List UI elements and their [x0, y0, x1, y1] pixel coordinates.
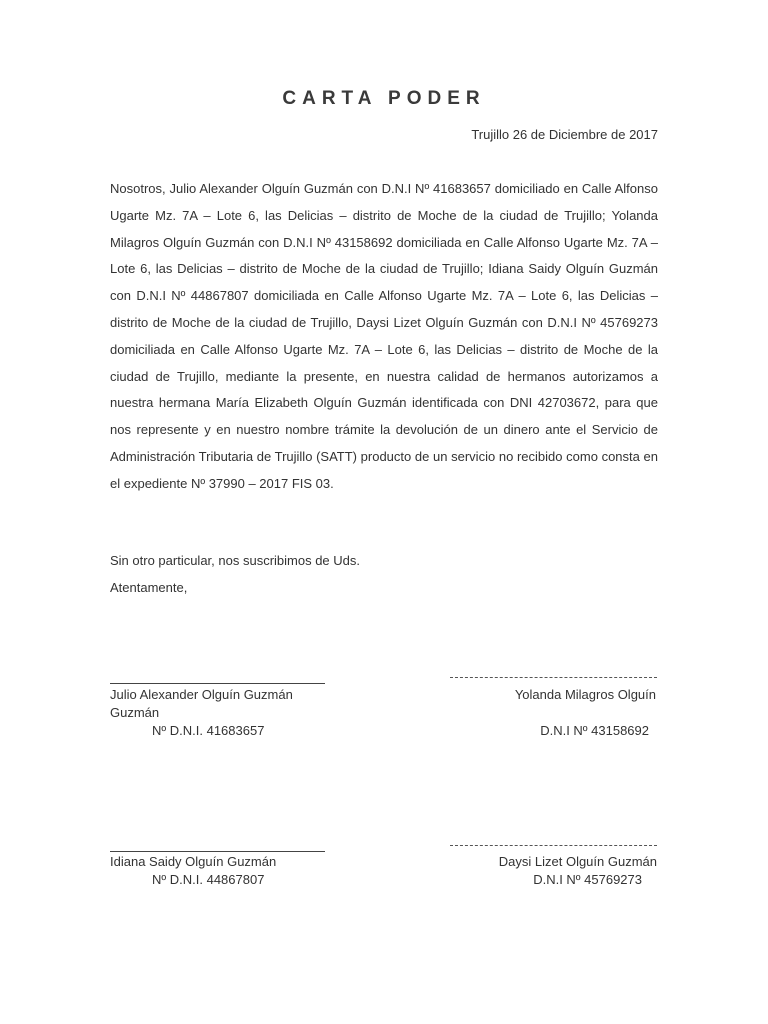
signature-dni-idiana: Nº D.N.I. 44867807 — [152, 872, 265, 887]
signature-name-yolanda: Yolanda Milagros Olguín — [514, 687, 656, 702]
signature-name-idiana: Idiana Saidy Olguín Guzmán — [110, 854, 277, 869]
signature-line-julio — [110, 683, 325, 684]
signature-dni-julio: Nº D.N.I. 41683657 — [152, 723, 265, 738]
closing-salutation: Atentamente, — [110, 580, 188, 595]
signature-name-daysi: Daysi Lizet Olguín Guzmán — [498, 854, 657, 869]
signature-line-daysi — [450, 845, 657, 846]
document-body: Nosotros, Julio Alexander Olguín Guzmán con D.N.I Nº 41683657 domiciliado en Calle Alfonso Ugarte Mz. 7A – Lote 6, las Delicias – distrito de Moche de la ciudad de Trujillo; Yolanda Milagros Olguín Guzmán con D.N.I Nº 43158692 domiciliada en Calle Alfonso Ugarte Mz. 7A – Lote 6, las Delicias – distrito de Moche de la ciudad de Trujillo; Idiana Saidy Olguín Guzmán con D.N.I Nº 44867807 domiciliada en Calle Alfonso Ugarte Mz. 7A – Lote 6, las Delicias – distrito de Moche de la ciudad de Trujillo, Daysi Lizet Olguín Guzmán con D.N.I Nº 45769273 domiciliada en Calle Alfonso Ugarte Mz. 7A – Lote 6, las Delicias – distrito de Moche de la ciudad de Trujillo, mediante la presente, en nuestra calidad de hermanos autorizamos a nuestra hermana María Elizabeth Olguín Guzmán identificada con DNI 42703672, para que nos represente y en nuestro nombre trámite la devolución de un dinero ante el Servicio de Administración Tributaria de Trujillo (SATT) producto de un servicio no recibido como consta en el expediente Nº 37990 – 2017 FIS 03. — [110, 181, 658, 491]
signature-dni-yolanda: D.N.I Nº 43158692 — [540, 723, 649, 738]
document-date: Trujillo 26 de Diciembre de 2017 — [471, 127, 658, 142]
signature-name-julio: Julio Alexander Olguín Guzmán — [110, 687, 293, 702]
document-title: CARTA PODER — [282, 88, 486, 109]
signature-line-idiana — [110, 851, 325, 852]
closing-phrase: Sin otro particular, nos suscribimos de Uds. — [110, 553, 360, 568]
signature-dni-daysi: D.N.I Nº 45769273 — [533, 872, 642, 887]
signature-name-julio-line2: Guzmán — [110, 705, 160, 720]
signature-line-yolanda — [450, 677, 657, 678]
